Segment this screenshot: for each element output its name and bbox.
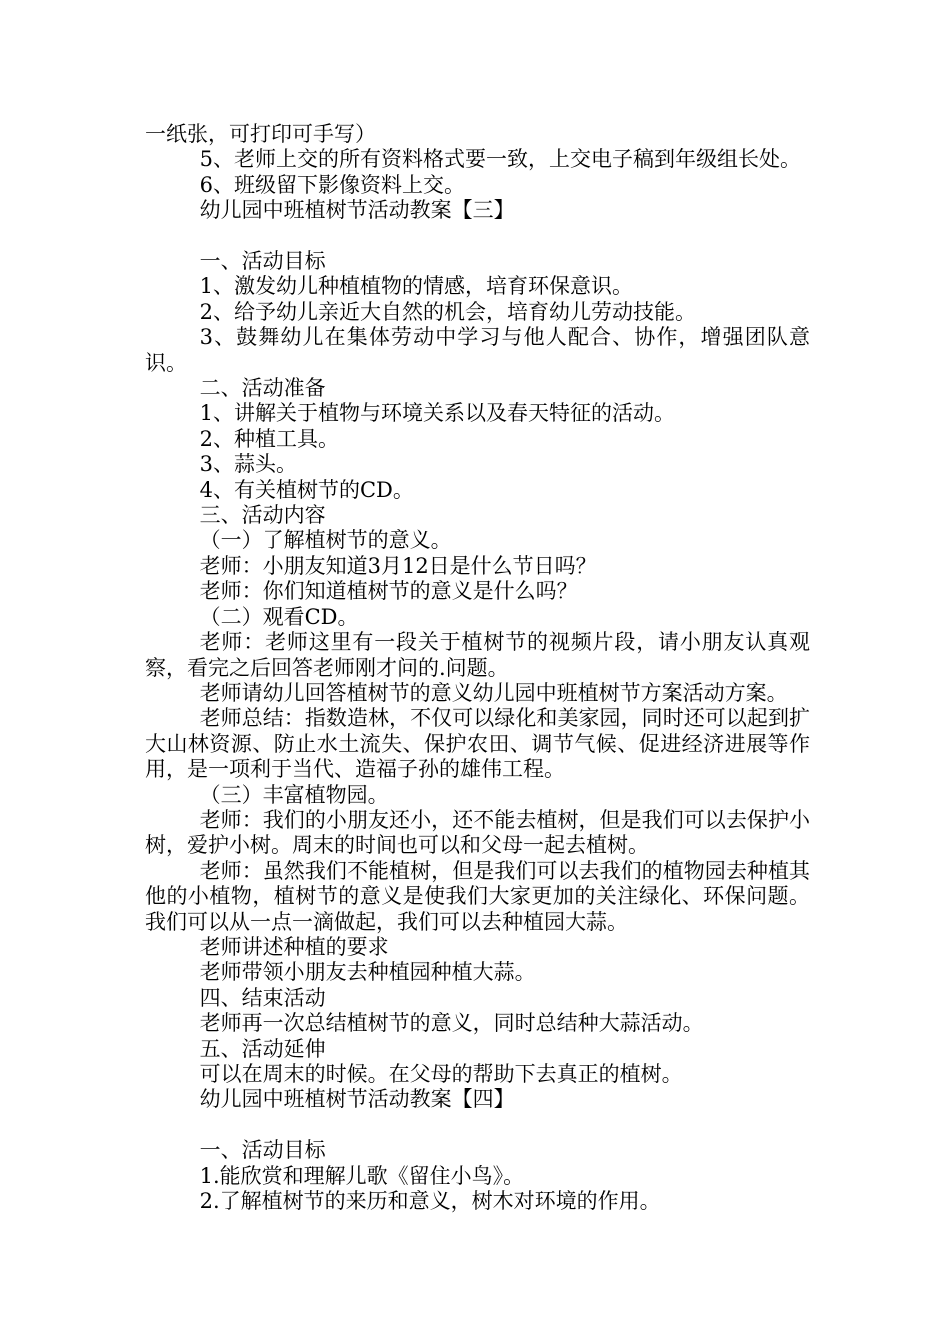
paragraph: 老师：小朋友知道3月12日是什么节日吗？ (199, 553, 597, 578)
paragraph: 老师请幼儿回答植树节的意义幼儿园中班植树节方案活动方案。 (199, 680, 788, 705)
paragraph: 老师：你们知道植树节的意义是什么吗？ (199, 579, 578, 604)
paragraph: 2、给予幼儿亲近大自然的机会，培育幼儿劳动技能。 (199, 299, 696, 324)
paragraph: 老师带领小朋友去种植园种植大蒜。 (199, 960, 536, 985)
paragraph: 1.能欣赏和理解儿歌《留住小鸟》。 (199, 1163, 525, 1188)
paragraph: 老师再一次总结植树节的意义，同时总结种大蒜活动。 (199, 1011, 704, 1036)
paragraph: 6、班级留下影像资料上交。 (199, 172, 465, 197)
paragraph: （二）观看CD。 (199, 604, 359, 629)
paragraph: 3、蒜头。 (199, 452, 297, 477)
paragraph: 2.了解植树节的来历和意义，树木对环境的作用。 (199, 1189, 661, 1214)
paragraph: 老师：虽然我们不能植树，但是我们可以去我们的植物园去种植其他的小植物，植树节的意义是使我们大家更加的关注绿化、环保问题。我们可以从一点一滴做起，我们可以去种植园大蒜。 (145, 858, 810, 934)
section-heading: 幼儿园中班植树节活动教案【四】 (199, 1087, 515, 1112)
blank-line (145, 1113, 810, 1138)
paragraph: 1、激发幼儿种植植物的情感，培育环保意识。 (199, 274, 633, 299)
paragraph: （三）丰富植物园。 (199, 782, 389, 807)
section-heading: 幼儿园中班植树节活动教案【三】 (199, 198, 515, 223)
paragraph: 五、活动延伸 (199, 1036, 326, 1061)
paragraph: （一）了解植树节的意义。 (199, 528, 452, 553)
paragraph: 一、活动目标 (199, 249, 326, 274)
paragraph: 三、活动内容 (199, 503, 326, 528)
paragraph: 4、有关植树节的CD。 (199, 477, 414, 502)
paragraph: 2、种植工具。 (199, 426, 339, 451)
paragraph: 可以在周末的时候。在父母的帮助下去真正的植树。 (199, 1062, 683, 1087)
paragraph-continuation: 一纸张，可打印可手写） (145, 122, 376, 146)
paragraph: 老师讲述种植的要求 (199, 934, 389, 959)
paragraph: 四、结束活动 (199, 985, 326, 1010)
paragraph: 老师：我们的小朋友还小，还不能去植树，但是我们可以去保护小树，爱护小树。周末的时间也可以和父母一起去植树。 (145, 807, 810, 858)
blank-line (145, 224, 810, 249)
paragraph: 老师总结：指数造林，不仅可以绿化和美家园，同时还可以起到扩大山林资源、防止水土流失、保护农田、调节气候、促进经济进展等作用，是一项利于当代、造福子孙的雄伟工程。 (145, 706, 810, 782)
paragraph: 一、活动目标 (199, 1138, 326, 1163)
paragraph: 5、老师上交的所有资料格式要一致，上交电子稿到年级组长处。 (199, 147, 801, 172)
document-body (145, 122, 810, 1214)
paragraph: 二、活动准备 (199, 376, 326, 401)
paragraph: 1、讲解关于植物与环境关系以及春天特征的活动。 (199, 401, 675, 426)
paragraph: 3、鼓舞幼儿在集体劳动中学习与他人配合、协作，增强团队意识。 (145, 325, 810, 375)
paragraph: 老师：老师这里有一段关于植树节的视频片段，请小朋友认真观察，看完之后回答老师刚才问的.问题。 (145, 630, 810, 680)
